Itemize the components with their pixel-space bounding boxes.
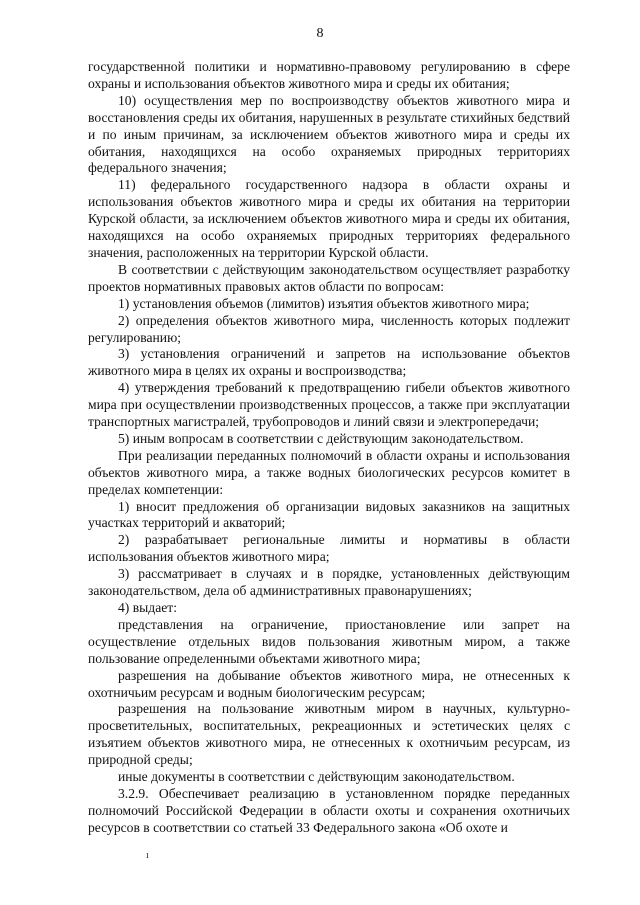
list-item: 2) разрабатывает региональные лимиты и нормативы в области использования объектов животного мира; (88, 532, 570, 565)
list-item: 5) иным вопросам в соответствии с действующим законодательством. (118, 430, 524, 446)
list-item: иные документы в соответствии с действующим законодательством. (118, 769, 515, 785)
list-item: 2) определения объектов животного мира, численность которых подлежит регулированию; (88, 312, 570, 345)
list-item: 3) установления ограничений и запретов на использование объектов животного мира в целях их охраны и воспроизводства; (88, 346, 570, 379)
paragraph: В соответствии с действующим законодательством осуществляет разработку проектов нормативных правовых актов области по вопросам: (88, 261, 570, 294)
list-item: 4) выдает: (118, 600, 177, 615)
list-item: разрешения на добывание объектов животного мира, не отнесенных к охотничьим ресурсам и водным биологическим ресурсам; (88, 667, 570, 700)
list-item: 1) вносит предложения об организации видовых заказников на защитных участках территорий и акваторий; (88, 498, 570, 531)
list-item: разрешения на пользование животным миром в научных, культурно-просветительных, воспитательных, рекреационных и эстетических целях с изъятием объектов животного мира, не отнесенных к охотничьим ресурсам, из природной среды; (88, 701, 570, 768)
list-item: 3) рассматривает в случаях и в порядке, установленных действующим законодательством, дела об административных правонарушениях; (88, 566, 570, 599)
list-item: представления на ограничение, приостановление или запрет на осуществление отдельных видов пользования животным миром, а также пользование определенными объектами животного мира; (88, 616, 570, 666)
document-body (88, 59, 570, 837)
paragraph: При реализации переданных полномочий в области охраны и использования объектов животного мира, а также водных биологических ресурсов комитет в пределах компетенции: (88, 447, 570, 497)
list-item: 4) утверждения требований к предотвращению гибели объектов животного мира при осуществлении производственных процессов, а также при эксплуатации транспортных магистралей, трубопроводов и линий связи и электропередачи; (88, 380, 570, 430)
stray-mark: ı (146, 850, 149, 861)
paragraph: 10) осуществления мер по воспроизводству объектов животного мира и восстановления среды их обитания, нарушенных в результате стихийных бедствий и по иным причинам, за исключением объектов животного мира и среды их обитания, находящихся на особо охраняемых природных территориях федерального значения; (88, 92, 570, 176)
paragraph: 3.2.9. Обеспечивает реализацию в установленном порядке переданных полномочий Российской Федерации в области охоты и сохранения охотничьих ресурсов в соответствии со статьей 33 Федерального закона «Об охоте и (88, 785, 570, 835)
page-number: 8 (316, 26, 324, 41)
paragraph: государственной политики и нормативно-правовому регулированию в сфере охраны и использования объектов животного мира и среды их обитания; (88, 59, 570, 91)
list-item: 1) установления объемов (лимитов) изъятия объектов животного мира; (118, 295, 530, 311)
paragraph: 11) федерального государственного надзора в области охраны и использования объектов животного мира и среды их обитания на территории Курской области, за исключением объектов животного мира и среды их обитания, находящихся на особо охраняемых природных территориях федерального значения, расположенных на территории Курской области. (88, 177, 570, 260)
